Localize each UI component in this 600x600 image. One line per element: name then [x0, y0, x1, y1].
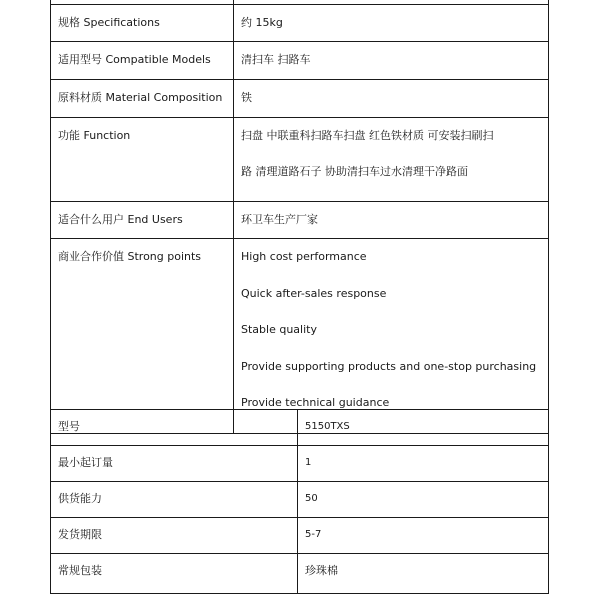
specifications-table: [50, 0, 549, 434]
delivery-time-label: 发货期限: [51, 518, 298, 554]
function-label: 功能 Function: [51, 118, 234, 202]
strong-points-value: [234, 239, 549, 434]
table-row: [51, 202, 549, 239]
spec-label: 规格 Specifications: [51, 5, 234, 42]
supply-capacity-value: 50: [298, 482, 549, 518]
table-row: [51, 118, 549, 202]
delivery-time-value: 5-7: [298, 518, 549, 554]
spec-value: 约 15kg: [234, 5, 549, 42]
strong-point-line: High cost performance: [241, 250, 367, 263]
table-row: [51, 554, 549, 594]
table-row: [51, 5, 549, 42]
end-users-value: 环卫车生产厂家: [234, 202, 549, 239]
min-order-label: 最小起订量: [51, 446, 298, 482]
table-row: [51, 42, 549, 80]
function-line: 路 清理道路石子 协助清扫车过水清理干净路面: [241, 165, 468, 178]
function-line: 扫盘 中联重科扫路车扫盘 红色铁材质 可安装扫刷扫: [241, 129, 494, 142]
strong-points-label: 商业合作价值 Strong points: [51, 239, 234, 434]
table-row: [51, 518, 549, 554]
compatible-models-value: 清扫车 扫路车: [234, 42, 549, 80]
strong-point-line: Quick after-sales response: [241, 286, 387, 300]
strong-point-line: Stable quality: [241, 323, 317, 337]
table-row: [51, 482, 549, 518]
order-info-table: [50, 409, 549, 594]
model-number-value: 5150TXS: [298, 410, 549, 446]
compatible-models-label: 适用型号 Compatible Models: [51, 42, 234, 80]
end-users-label: 适合什么用户 End Users: [51, 202, 234, 239]
table-row: [51, 239, 549, 434]
supply-capacity-label: 供货能力: [51, 482, 298, 518]
strong-point-line: Provide supporting products and one-stop purchasing: [241, 359, 537, 373]
model-number-label: 型号: [51, 410, 298, 446]
material-value: 铁: [234, 80, 549, 118]
function-value: [234, 118, 549, 202]
packaging-value: 珍珠棉: [298, 554, 549, 594]
table-row: [51, 446, 549, 482]
material-label: 原料材质 Material Composition: [51, 80, 234, 118]
strong-point-line: Provide technical guidance: [241, 396, 390, 410]
table-row: [51, 80, 549, 118]
packaging-label: 常规包装: [51, 554, 298, 594]
min-order-value: 1: [298, 446, 549, 482]
table-row: [51, 410, 549, 446]
